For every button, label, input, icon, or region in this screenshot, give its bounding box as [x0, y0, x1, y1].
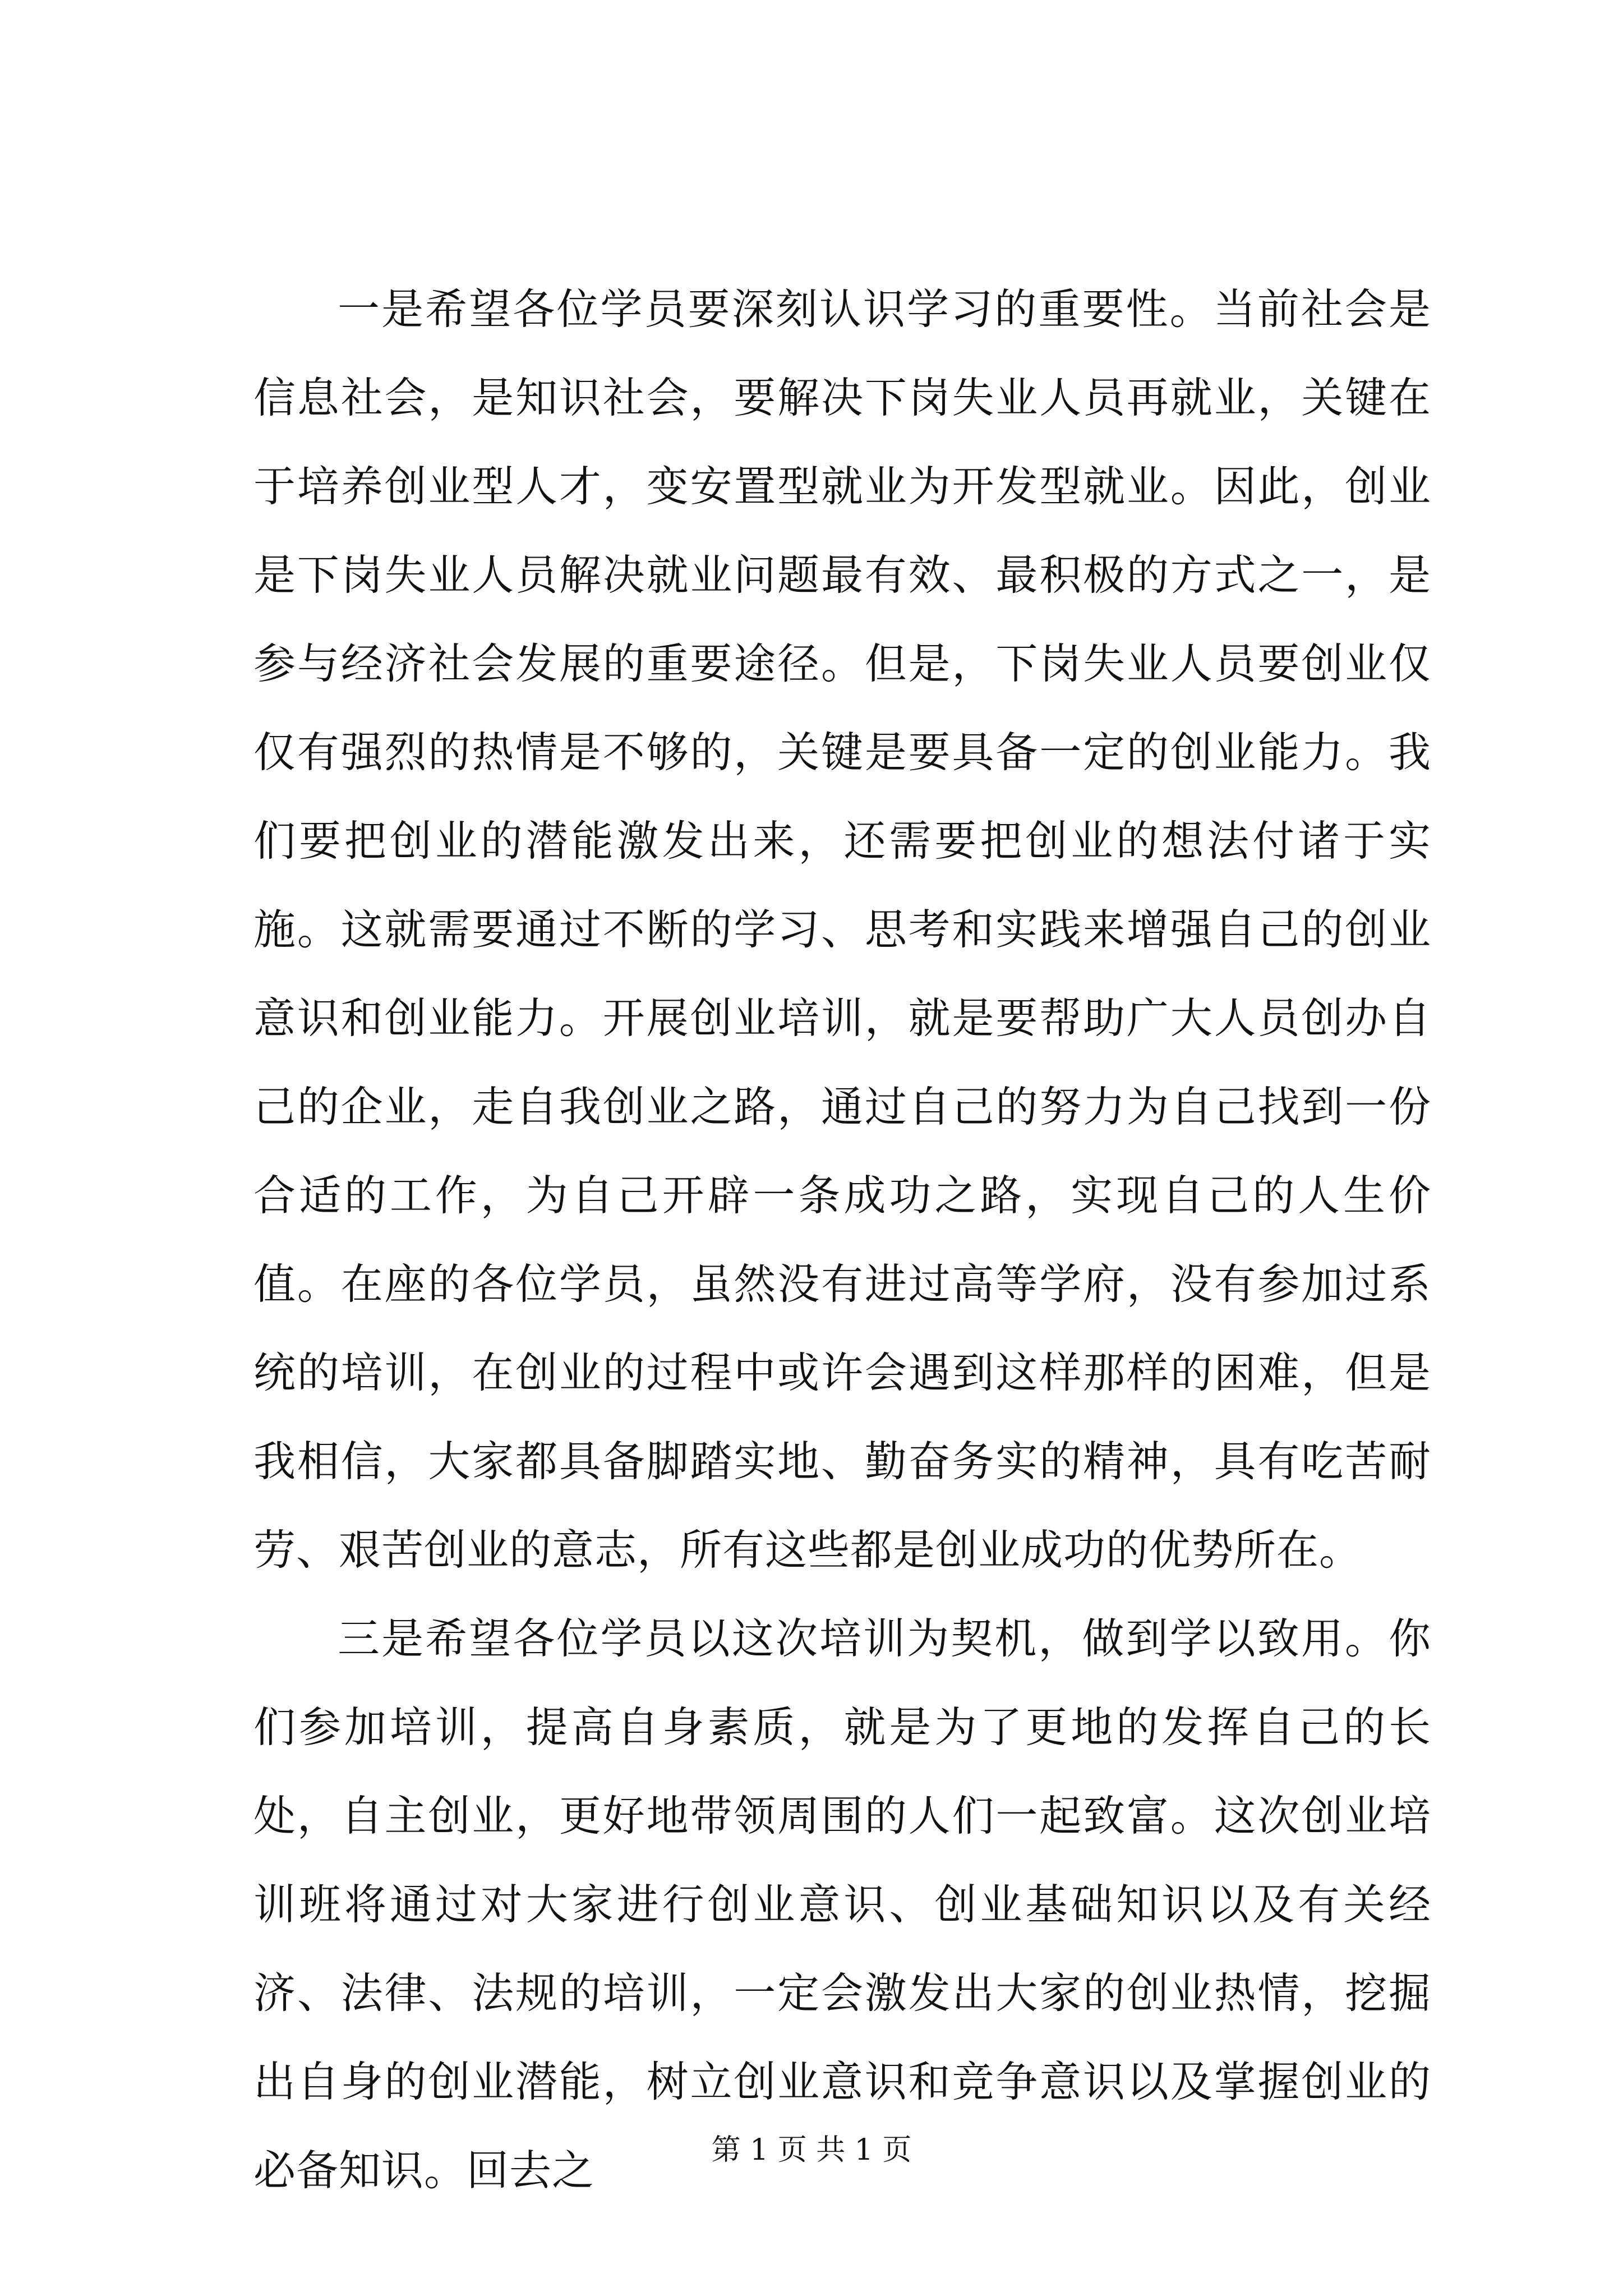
paragraph-2: 三是希望各位学员以这次培训为契机，做到学以致用。你们参加培训，提高自身素质，就是为了更地的发挥自己的长处，自主创业，更好地带领周围的人们一起致富。这次创业培训班将通过对大家进行创业意识、创业基础知识以及有关经济、法律、法规的培训，一定会激发出大家的创业热情，挖掘出自身的创业潜能，树立创业意识和竞争意识以及掌握创业的必备知识。回去之 — [253, 1614, 1431, 2195]
paragraph-1: 一是希望各位学员要深刻认识学习的重要性。当前社会是信息社会，是知识社会，要解决下岗失业人员再就业，关键在于培养创业型人才，变安置型就业为开发型就业。因此，创业是下岗失业人员解决就业问题最有效、最积极的方式之一，是参与经济社会发展的重要途径。但是，下岗失业人员要创业仅仅有强烈的热情是不够的，关键是要具备一定的创业能力。我们要把创业的潜能激发出来，还需要把创业的想法付诸于实施。这就需要通过不断的学习、思考和实践来增强自己的创业意识和创业能力。开展创业培训，就是要帮助广大人员创办自己的企业，走自我创业之路，通过自己的努力为自己找到一份合适的工作，为自己开辟一条成功之路，实现自己的人生价值。在座的各位学员，虽然没有进过高等学府，没有参加过系统的培训，在创业的过程中或许会遇到这样那样的困难，但是我相信，大家都具备脚踏实地、勤奋务实的精神，具有吃苦耐劳、艰苦创业的意志，所有这些都是创业成功的优势所在。 — [253, 284, 1431, 1575]
document-body — [253, 265, 1431, 2215]
page-footer: 第 1 页 共 1 页 — [711, 2133, 912, 2167]
